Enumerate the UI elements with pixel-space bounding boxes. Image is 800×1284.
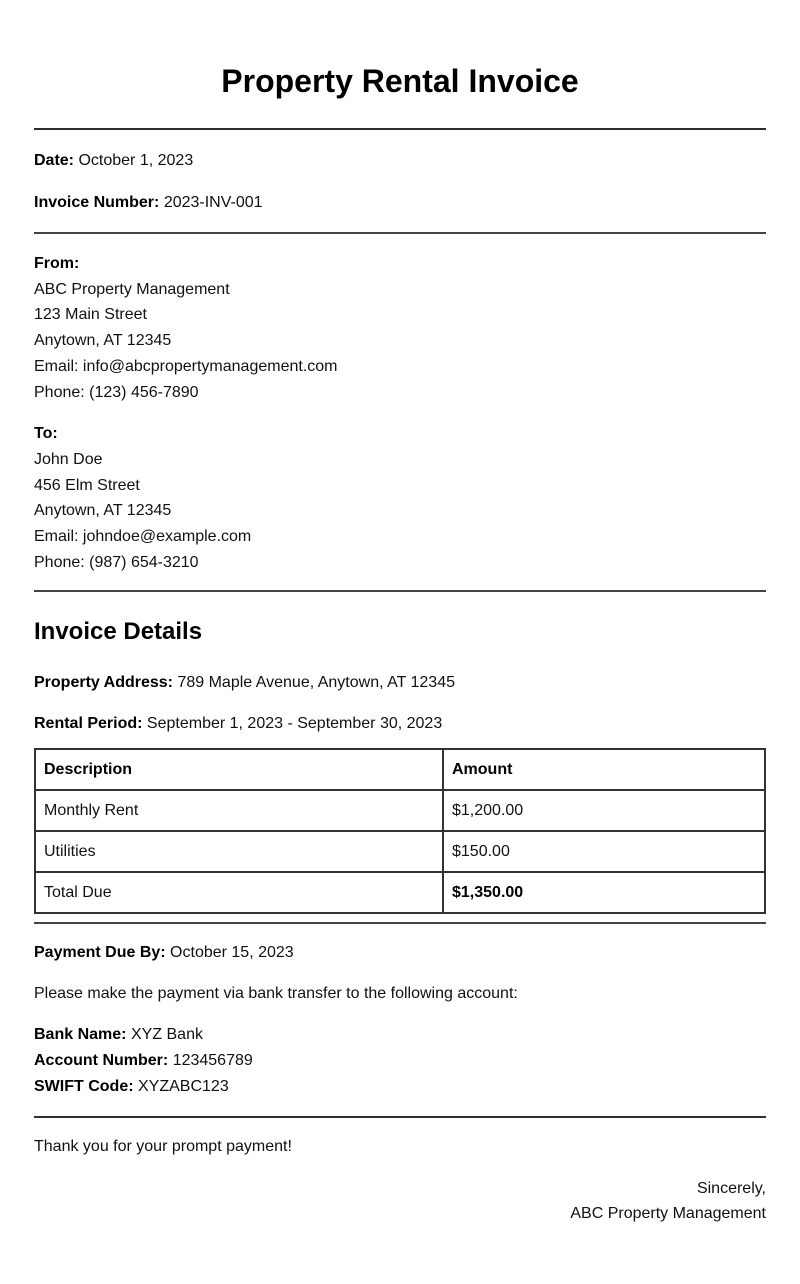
signature-name: ABC Property Management bbox=[570, 1205, 766, 1223]
invoice-items-table bbox=[34, 748, 766, 914]
account-number-value: 123456789 bbox=[172, 1052, 253, 1070]
payment-due-label: Payment Due By: bbox=[34, 944, 166, 962]
to-email: Email: johndoe@example.com bbox=[34, 528, 252, 546]
date-row bbox=[34, 130, 766, 180]
page-title: Property Rental Invoice bbox=[221, 63, 579, 99]
row-description: Monthly Rent bbox=[35, 790, 443, 831]
swift-code-row bbox=[34, 1074, 766, 1100]
invoice-page bbox=[34, 0, 766, 1227]
column-header-amount: Amount bbox=[443, 749, 765, 790]
payment-due-row bbox=[34, 924, 766, 966]
account-number-label: Account Number: bbox=[34, 1052, 169, 1070]
table-header-row bbox=[35, 749, 765, 790]
to-block bbox=[34, 405, 766, 575]
bank-name-value: XYZ Bank bbox=[130, 1026, 203, 1044]
from-block bbox=[34, 234, 766, 405]
to-name: John Doe bbox=[34, 450, 103, 468]
to-street: 456 Elm Street bbox=[34, 476, 140, 494]
total-amount: $1,350.00 bbox=[443, 872, 765, 913]
rental-period-value: September 1, 2023 - September 30, 2023 bbox=[146, 715, 443, 733]
table-row bbox=[35, 831, 765, 872]
invoice-details-heading: Invoice Details bbox=[34, 618, 203, 646]
invoice-number-value: 2023-INV-001 bbox=[163, 194, 263, 211]
date-label: Date: bbox=[34, 152, 75, 169]
bank-details bbox=[34, 1007, 766, 1099]
property-address-label: Property Address: bbox=[34, 674, 173, 692]
table-row bbox=[35, 790, 765, 831]
row-amount: $150.00 bbox=[443, 831, 765, 872]
total-row bbox=[35, 872, 765, 913]
swift-code-value: XYZABC123 bbox=[138, 1077, 229, 1095]
from-label: From: bbox=[34, 255, 80, 272]
swift-code-label: SWIFT Code: bbox=[34, 1077, 134, 1095]
column-header-description: Description bbox=[35, 749, 443, 790]
to-city: Anytown, AT 12345 bbox=[34, 502, 172, 520]
rental-period-label: Rental Period: bbox=[34, 715, 143, 733]
property-address-value: 789 Maple Avenue, Anytown, AT 12345 bbox=[177, 674, 455, 692]
thank-you-text: Thank you for your prompt payment! bbox=[34, 1137, 292, 1155]
payment-instruction: Please make the payment via bank transfer to the following account: bbox=[34, 985, 518, 1003]
property-address-row bbox=[34, 647, 766, 696]
total-description: Total Due bbox=[35, 872, 443, 913]
signature-block bbox=[34, 1160, 766, 1227]
rental-period-row bbox=[34, 696, 766, 737]
from-street: 123 Main Street bbox=[34, 306, 147, 324]
invoice-number-label: Invoice Number: bbox=[34, 194, 160, 211]
from-city: Anytown, AT 12345 bbox=[34, 332, 172, 350]
from-email: Email: info@abcpropertymanagement.com bbox=[34, 357, 338, 375]
from-phone: Phone: (123) 456-7890 bbox=[34, 383, 199, 401]
invoice-number-row bbox=[34, 180, 766, 216]
row-amount: $1,200.00 bbox=[443, 790, 765, 831]
from-name: ABC Property Management bbox=[34, 280, 230, 298]
bank-name-label: Bank Name: bbox=[34, 1026, 127, 1044]
signoff-text: Sincerely, bbox=[696, 1179, 766, 1197]
row-description: Utilities bbox=[35, 831, 443, 872]
to-phone: Phone: (987) 654-3210 bbox=[34, 553, 199, 571]
account-number-row bbox=[34, 1048, 766, 1074]
date-value: October 1, 2023 bbox=[78, 152, 194, 169]
bank-name-row bbox=[34, 1022, 766, 1048]
payment-due-value: October 15, 2023 bbox=[170, 944, 294, 962]
to-label: To: bbox=[34, 425, 58, 443]
